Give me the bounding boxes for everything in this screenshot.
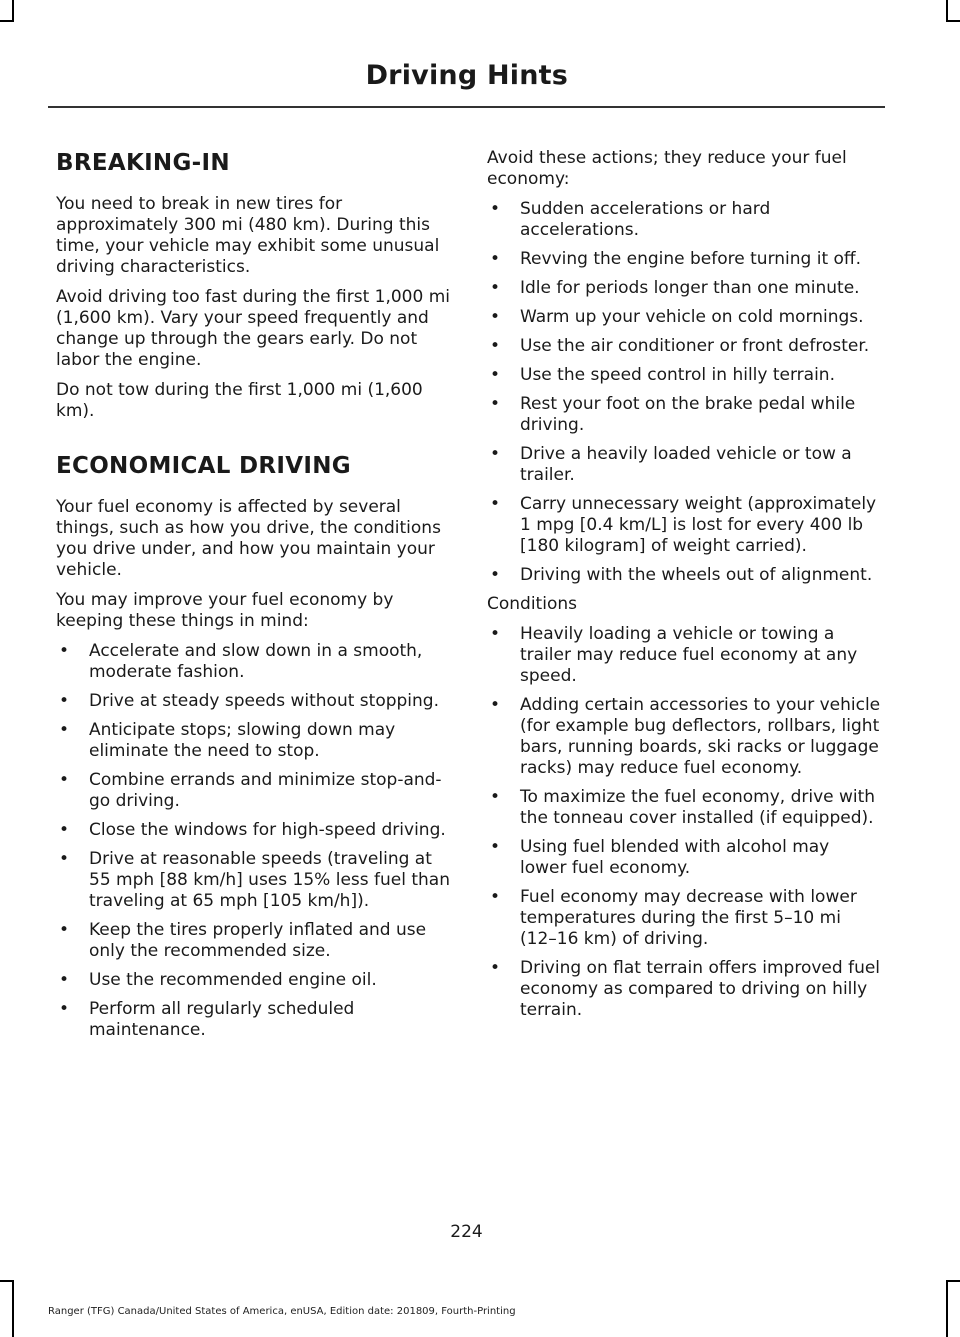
list-item-text: Rest your foot on the brake pedal while driving.: [520, 394, 856, 435]
list-item-text: Driving on flat terrain offers improved fuel economy as compared to driving on hilly terrain.: [520, 958, 881, 1020]
breaking-in-heading: BREAKING-IN: [56, 150, 230, 176]
bullet-icon: •: [59, 920, 70, 940]
bullet-icon: •: [490, 494, 501, 514]
list-item-text: Combine errands and minimize stop-and-go driving.: [89, 770, 442, 811]
list-item-text: Accelerate and slow down in a smooth, moderate fashion.: [89, 641, 423, 682]
bullet-icon: •: [59, 691, 70, 711]
list-item: [487, 336, 881, 357]
bullet-icon: •: [490, 887, 501, 907]
list-item-text: Adding certain accessories to your vehicle (for example bug deflectors, rollbars, light bars, running boards, ski racks or luggage racks) may reduce fuel economy.: [520, 695, 881, 778]
list-item: [487, 565, 881, 586]
crop-mark: [946, 1280, 960, 1282]
economical-driving-heading: ECONOMICAL DRIVING: [56, 453, 351, 479]
list-item: [487, 695, 881, 779]
bullet-icon: •: [59, 820, 70, 840]
list-item-text: Drive at reasonable speeds (traveling at 55 mph [88 km/h] uses 15% less fuel than traveling at 65 mph [105 km/h]).: [89, 849, 450, 911]
paragraph: Avoid driving too fast during the first 1,000 mi (1,600 km). Vary your speed frequently and change up through the gears early. Do not labor the engine.: [56, 287, 450, 370]
list-item-text: Keep the tires properly inflated and use only the recommended size.: [89, 920, 427, 961]
list-item: [487, 365, 881, 386]
list-item: [56, 999, 450, 1041]
list-item-text: Heavily loading a vehicle or towing a trailer may reduce fuel economy at any speed.: [520, 624, 858, 686]
list-item-text: Idle for periods longer than one minute.: [520, 278, 860, 298]
list-item-text: Fuel economy may decrease with lower temperatures during the first 5–10 mi (12–16 km) of driving.: [520, 887, 857, 949]
bullet-icon: •: [490, 249, 501, 269]
bullet-icon: •: [490, 365, 501, 385]
bullet-icon: •: [490, 565, 501, 585]
crop-mark: [0, 1280, 14, 1282]
crop-mark: [0, 20, 14, 22]
bullet-icon: •: [490, 394, 501, 414]
list-item-text: Sudden accelerations or hard accelerations.: [520, 199, 771, 240]
list-item: [56, 691, 450, 712]
bullet-icon: •: [490, 307, 501, 327]
bullet-icon: •: [59, 641, 70, 661]
list-item-text: Use the recommended engine oil.: [89, 970, 377, 990]
bullet-icon: •: [490, 624, 501, 644]
list-item: [56, 849, 450, 912]
list-item: [487, 307, 881, 328]
crop-mark: [946, 1280, 948, 1337]
list-item-text: Drive at steady speeds without stopping.: [89, 691, 439, 711]
list-item-text: Close the windows for high-speed driving.: [89, 820, 446, 840]
paragraph: Avoid these actions; they reduce your fuel economy:: [487, 148, 847, 189]
edition-footer: Ranger (TFG) Canada/United States of America, enUSA, Edition date: 201809, Fourth-Printing: [48, 1306, 516, 1317]
crop-mark: [12, 1280, 14, 1337]
list-item: [56, 820, 450, 841]
bullet-icon: •: [490, 958, 501, 978]
list-item-text: Anticipate stops; slowing down may eliminate the need to stop.: [89, 720, 396, 761]
list-item-text: Use the air conditioner or front defroster.: [520, 336, 870, 356]
list-item: [487, 887, 881, 950]
list-item: [487, 394, 881, 436]
bullet-icon: •: [59, 849, 70, 869]
crop-mark: [946, 0, 948, 22]
list-item: [56, 920, 450, 962]
tips-list: [56, 641, 450, 1041]
list-item-text: Drive a heavily loaded vehicle or tow a trailer.: [520, 444, 852, 485]
paragraph: You need to break in new tires for approximately 300 mi (480 km). During this time, your vehicle may exhibit some unusual driving characteristics.: [56, 194, 440, 277]
list-item: [487, 494, 881, 557]
list-item-text: Revving the engine before turning it off.: [520, 249, 862, 269]
page-header-title: Driving Hints: [365, 60, 568, 91]
right-column: [487, 148, 881, 1029]
list-item-text: Using fuel blended with alcohol may lower fuel economy.: [520, 837, 830, 878]
avoid-list: [487, 199, 881, 586]
bullet-icon: •: [490, 278, 501, 298]
paragraph: You may improve your fuel economy by keeping these things in mind:: [56, 590, 394, 631]
list-item: [487, 787, 881, 829]
list-item: [56, 970, 450, 991]
list-item-text: Warm up your vehicle on cold mornings.: [520, 307, 864, 327]
list-item: [56, 641, 450, 683]
bullet-icon: •: [490, 695, 501, 715]
list-item: [487, 278, 881, 299]
paragraph: Your fuel economy is affected by several things, such as how you drive, the conditions you drive under, and how you maintain your vehicle.: [56, 497, 441, 580]
bullet-icon: •: [490, 199, 501, 219]
bullet-icon: •: [490, 336, 501, 356]
conditions-label: Conditions: [487, 594, 577, 614]
list-item-text: Carry unnecessary weight (approximately 1 mpg [0.4 km/L] is lost for every 400 lb [180 kilogram] of weight carried).: [520, 494, 877, 556]
list-item: [487, 199, 881, 241]
header-divider: [48, 106, 885, 108]
bullet-icon: •: [59, 770, 70, 790]
list-item-text: To maximize the fuel economy, drive with the tonneau cover installed (if equipped).: [520, 787, 876, 828]
list-item: [487, 958, 881, 1021]
left-column: [56, 142, 450, 1049]
list-item-text: Use the speed control in hilly terrain.: [520, 365, 835, 385]
list-item: [487, 444, 881, 486]
list-item: [487, 837, 881, 879]
list-item-text: Perform all regularly scheduled maintenance.: [89, 999, 355, 1040]
list-item-text: Driving with the wheels out of alignment.: [520, 565, 873, 585]
bullet-icon: •: [59, 970, 70, 990]
bullet-icon: •: [490, 787, 501, 807]
spacer: [56, 431, 450, 445]
crop-mark: [946, 20, 960, 22]
list-item: [56, 770, 450, 812]
list-item: [487, 624, 881, 687]
conditions-list: [487, 624, 881, 1021]
list-item: [487, 249, 881, 270]
bullet-icon: •: [59, 999, 70, 1019]
bullet-icon: •: [59, 720, 70, 740]
page-number: 224: [450, 1222, 483, 1242]
crop-mark: [12, 0, 14, 22]
list-item: [56, 720, 450, 762]
bullet-icon: •: [490, 837, 501, 857]
bullet-icon: •: [490, 444, 501, 464]
paragraph: Do not tow during the first 1,000 mi (1,600 km).: [56, 380, 423, 421]
